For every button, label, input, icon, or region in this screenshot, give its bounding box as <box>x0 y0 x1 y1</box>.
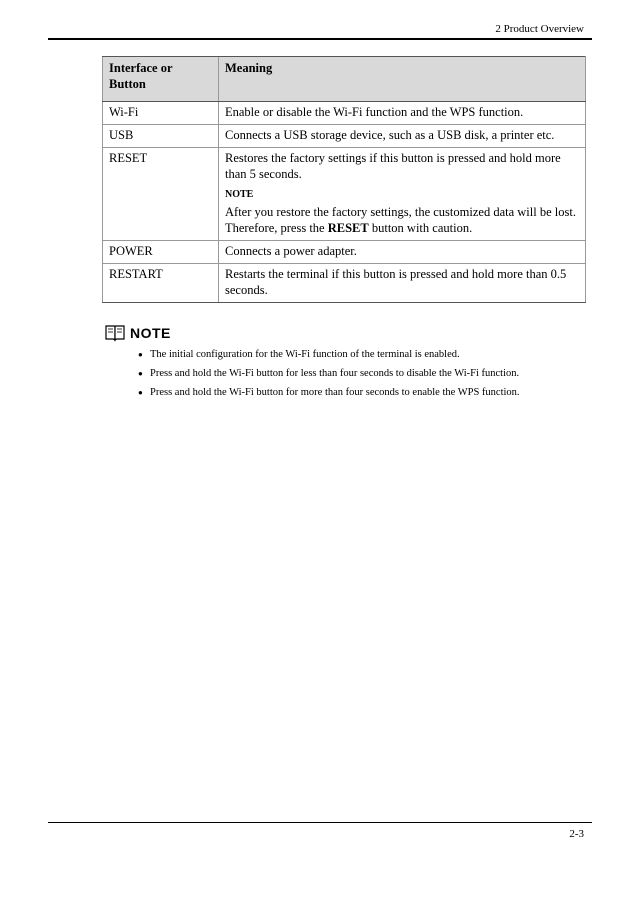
book-icon <box>104 323 126 343</box>
row-meaning: Restarts the terminal if this button is pressed and hold more than 0.5 seconds. <box>219 264 586 303</box>
page-number: 2-3 <box>569 828 584 840</box>
list-item: ● The initial configuration for the Wi-Fi function of the terminal is enabled. <box>138 348 520 367</box>
note-heading <box>104 322 171 344</box>
table-row <box>103 241 586 264</box>
footer-divider <box>48 822 592 823</box>
table-row <box>103 264 586 303</box>
table-header-row <box>103 57 586 102</box>
note-label: NOTE <box>130 325 171 341</box>
row-interface-name: POWER <box>103 241 219 264</box>
list-item: ● Press and hold the Wi-Fi button for less than four seconds to disable the Wi-Fi function. <box>138 367 520 386</box>
row-meaning: Connects a power adapter. <box>219 241 586 264</box>
column-header-meaning: Meaning <box>219 57 586 102</box>
reset-note-before: After you restore the factory settings, the customized data will be lost. Therefore, press the <box>225 205 576 235</box>
header-section-title: 2 Product Overview <box>495 23 584 35</box>
row-interface-name: RESET <box>103 148 219 241</box>
reset-note-keyword: RESET <box>327 221 369 235</box>
reset-note-text <box>225 204 579 236</box>
list-item: ● Press and hold the Wi-Fi button for more than four seconds to enable the WPS function. <box>138 386 520 405</box>
table-row <box>103 125 586 148</box>
row-interface-name: Wi-Fi <box>103 102 219 125</box>
reset-note-after: button with caution. <box>368 221 473 235</box>
row-interface-name: USB <box>103 125 219 148</box>
table-row <box>103 148 586 241</box>
row-meaning: Connects a USB storage device, such as a USB disk, a printer etc. <box>219 125 586 148</box>
reset-note-label: NOTE <box>225 189 254 200</box>
row-meaning: Restores the factory settings if this button is pressed and hold more than 5 seconds. <box>225 151 561 181</box>
table-row <box>103 102 586 125</box>
row-interface-name: RESTART <box>103 264 219 303</box>
interface-table <box>102 56 586 303</box>
header-divider <box>48 38 592 40</box>
row-meaning: Enable or disable the Wi-Fi function and the WPS function. <box>219 102 586 125</box>
column-header-interface: Interface or Button <box>103 57 219 102</box>
note-list <box>138 348 520 405</box>
row-meaning-cell <box>219 148 586 241</box>
